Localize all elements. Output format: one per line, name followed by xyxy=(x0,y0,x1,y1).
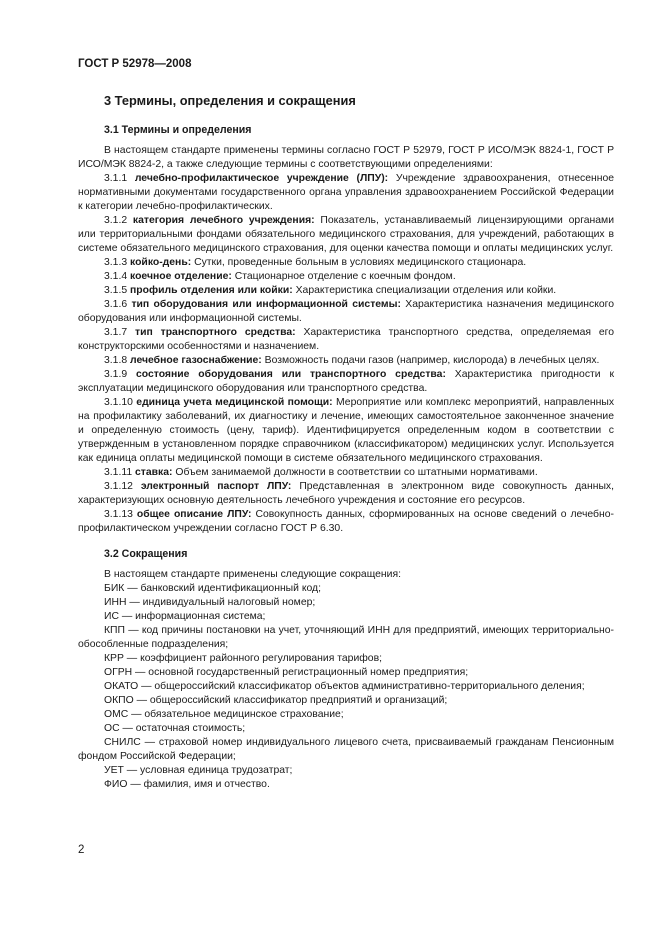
abbreviation-item: КРР — коэффициент районного регулирования тарифов; xyxy=(104,653,382,664)
term-definition xyxy=(78,214,614,256)
abbreviation-item: ФИО — фамилия, имя и отчество. xyxy=(104,779,270,790)
term-number: 3.1.5 xyxy=(104,285,128,296)
term-text: Характеристика назначения медицинского оборудования или информационной системы. xyxy=(78,299,614,324)
term-definition xyxy=(78,354,614,368)
term-number: 3.1.1 xyxy=(104,173,128,184)
term-name: коечное отделение: xyxy=(130,271,232,282)
term-name: электронный паспорт ЛПУ: xyxy=(140,481,292,492)
term-text: Возможность подачи газов (например, кислорода) в лечебных целях. xyxy=(264,355,600,366)
term-text: Учреждение здравоохранения, отнесенное нормативными документами государственного органа управления здравоохранением Российской Федерации к категории лечебно-профилактических. xyxy=(78,173,615,212)
term-number: 3.1.7 xyxy=(104,327,128,338)
term-definition xyxy=(78,270,614,284)
term-definition xyxy=(78,480,614,508)
term-text: Совокупность данных, сформированных на основе сведений о лечебно-профилактическом учреждении согласно ГОСТ Р 6.30. xyxy=(78,509,614,534)
abbreviation-item: ОС — остаточная стоимость; xyxy=(104,723,246,734)
term-number: 3.1.8 xyxy=(104,355,128,366)
abbreviation-item: КПП — код причины постановки на учет, уточняющий ИНН для предприятий, имеющих территориально-обособленные подразделения; xyxy=(78,625,614,650)
term-text: Показатель, устанавливаемый лицензирующими органами или территориальными фондами обязательного медицинского страхования, для учреждений, работающих в системе обязательного медицинского страхования, для оценки качества помощи и оплаты медицинских услуг. xyxy=(78,215,614,254)
subsection-terms-title: 3.1 Термины и определения xyxy=(104,124,252,136)
term-name: общее описание ЛПУ: xyxy=(136,509,252,520)
abbreviation-item: БИК — банковский идентификационный код; xyxy=(104,583,322,594)
term-definition xyxy=(78,298,614,326)
term-name: состояние оборудования или транспортного средства: xyxy=(136,369,446,380)
term-definition xyxy=(78,256,614,270)
term-name: тип транспортного средства: xyxy=(135,327,296,338)
term-definition xyxy=(78,368,614,396)
abbr-intro: В настоящем стандарте применены следующие сокращения: xyxy=(104,569,401,580)
term-text: Сутки, проведенные больным в условиях медицинского стационара. xyxy=(194,257,527,268)
term-text: Характеристика пригодности к эксплуатации медицинского оборудования или транспортного средства. xyxy=(78,369,614,394)
term-definition xyxy=(78,326,614,354)
abbreviation-item: УЕТ — условная единица трудозатрат; xyxy=(104,765,293,776)
page-number: 2 xyxy=(78,844,85,856)
term-text: Характеристика транспортного средства, определяемая его конструкторскими особенностями и назначением. xyxy=(78,327,614,352)
abbreviation-item: ИНН — индивидуальный налоговый номер; xyxy=(104,597,316,608)
terms-list xyxy=(78,172,614,536)
term-number: 3.1.13 xyxy=(104,509,133,520)
term-number: 3.1.3 xyxy=(104,257,128,268)
term-text: Объем занимаемой должности в соответствии со штатными нормативами. xyxy=(175,467,538,478)
abbreviation-item: ИС — информационная система; xyxy=(104,611,266,622)
term-definition xyxy=(78,508,614,536)
term-text: Характеристика специализации отделения или койки. xyxy=(295,285,557,296)
section-title: 3 Термины, определения и сокращения xyxy=(104,93,356,108)
term-definition xyxy=(78,396,614,466)
term-number: 3.1.10 xyxy=(104,397,133,408)
term-name: единица учета медицинской помощи: xyxy=(136,397,333,408)
term-name: профиль отделения или койки: xyxy=(130,285,293,296)
subsection-abbr-title: 3.2 Сокращения xyxy=(104,548,188,560)
term-name: ставка: xyxy=(135,467,173,478)
term-definition xyxy=(78,466,614,480)
term-name: койко-день: xyxy=(130,257,192,268)
abbreviation-item: ОКПО — общероссийский классификатор предприятий и организаций; xyxy=(104,695,448,706)
term-definition xyxy=(78,284,614,298)
abbreviation-item: ОГРН — основной государственный регистрационный номер предприятия; xyxy=(104,667,469,678)
term-number: 3.1.12 xyxy=(104,481,133,492)
terms-intro: В настоящем стандарте применены термины согласно ГОСТ Р 52979, ГОСТ Р ИСО/МЭК 8824-1, ГОСТ Р ИСО/МЭК 8824-2, а также следующие термины с соответствующими определениями: xyxy=(78,145,614,170)
term-text: Мероприятие или комплекс мероприятий, направленных на профилактику заболеваний, их диагностику и лечение, имеющих самостоятельное законченное значение и определенную стоимость (цену, тариф). Идентифицируется определенным кодом в соответствии с утвержденным в установленном порядке справочником (классификатором) медицинских услуг. Используется как единица оплаты медицинской помощи в системе обязательного медицинского страхования. xyxy=(78,397,615,464)
term-definition xyxy=(78,172,614,214)
term-text: Представленная в электронном виде совокупность данных, характеризующих основную деятельность лечебного учреждения и состояние его ресурсов. xyxy=(78,481,614,506)
page-content xyxy=(78,94,614,792)
term-name: тип оборудования или информационной системы: xyxy=(131,299,401,310)
term-text: Стационарное отделение с коечным фондом. xyxy=(234,271,456,282)
term-number: 3.1.6 xyxy=(104,299,128,310)
term-number: 3.1.2 xyxy=(104,215,128,226)
term-number: 3.1.9 xyxy=(104,369,128,380)
abbreviation-item: СНИЛС — страховой номер индивидуального лицевого счета, присваиваемый гражданам Пенсионным фондом Российской Федерации; xyxy=(78,737,614,762)
term-number: 3.1.11 xyxy=(104,467,133,478)
term-name: лечебное газоснабжение: xyxy=(130,355,262,366)
term-number: 3.1.4 xyxy=(104,271,128,282)
document-header: ГОСТ Р 52978—2008 xyxy=(78,58,192,70)
abbreviation-item: ОКАТО — общероссийский классификатор объектов административно-территориального деления; xyxy=(104,681,585,692)
term-name: лечебно-профилактическое учреждение (ЛПУ): xyxy=(134,173,389,184)
term-name: категория лечебного учреждения: xyxy=(132,215,315,226)
abbreviations-list xyxy=(78,582,614,792)
abbreviation-item: ОМС — обязательное медицинское страхование; xyxy=(104,709,344,720)
